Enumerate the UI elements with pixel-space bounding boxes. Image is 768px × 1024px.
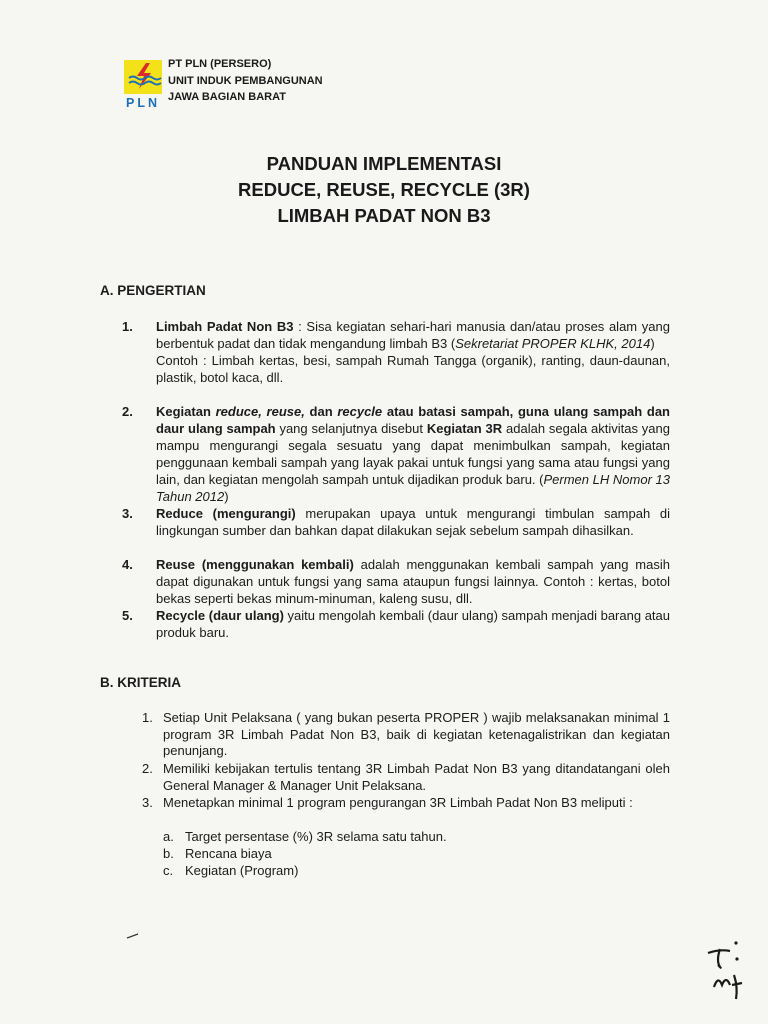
item-term: Reduce (mengurangi) — [156, 506, 296, 521]
item-term: Limbah Padat Non B3 — [156, 319, 294, 334]
item-body: Menetapkan minimal 1 program pengurangan 3R Limbah Padat Non B3 meliputi : — [163, 795, 633, 810]
item-body: Limbah Padat Non B3 : Sisa kegiatan sehari-hari manusia dan/atau proses alam yang berbentuk padat dan tidak mengandung limbah B3 (Sekretariat PROPER KLHK, 2014) Contoh : Limbah kertas, besi, sampah Rumah Tangga (organik), ranting, daun-daunan, plastik, botol kaca, dll. — [156, 319, 670, 385]
org-line-3: JAWA BAGIAN BARAT — [168, 91, 286, 103]
item-body: Reduce (mengurangi) merupakan upaya untuk mengurangi timbulan sampah di lingkungan sumber dan bahkan dapat dilakukan sejak sebelum sampah dihasilkan. — [156, 506, 671, 538]
item-body: Recycle (daur ulang) yaitu mengolah kembali (daur ulang) sampah menjadi barang atau produk baru. — [156, 608, 671, 640]
pln-logo — [122, 58, 164, 114]
logo-box — [124, 60, 162, 94]
item-number: 1. — [122, 319, 133, 334]
criteria-item-2 — [142, 761, 670, 794]
item-body: Kegiatan reduce, reuse, dan recycle atau batasi sampah, guna ulang sampah dan daur ulang sampah yang selanjutnya disebut Kegiatan 3R adalah segala aktivitas yang mampu mengurangi segala sesuatu yang dapat menimbulkan sampah, kegiatan penggunaan kembali sampah yang layak pakai untuk fungsi yang sama atau fungsi yang lain, dan kegiatan mengolah sampah untuk dijadikan produk baru. (Permen LH Nomor 13 Tahun 2012) — [156, 404, 670, 504]
criteria-item-1 — [142, 710, 670, 760]
definition-item-2 — [122, 403, 670, 505]
initials-signature-icon — [700, 935, 750, 1005]
item-citation: Sekretariat PROPER KLHK, 2014 — [455, 336, 651, 351]
item-number: 3. — [142, 795, 153, 810]
title-line-1: PANDUAN IMPLEMENTASI — [266, 153, 502, 174]
item-number: 4. — [122, 557, 133, 572]
org-line-1: PT PLN (PERSERO) — [168, 58, 272, 70]
organization-name — [168, 56, 323, 106]
item-number: 5. — [122, 608, 133, 623]
item-number: 2. — [142, 761, 153, 776]
lightning-waves-icon — [124, 60, 162, 94]
item-term: Recycle (daur ulang) — [156, 608, 284, 623]
org-line-2: UNIT INDUK PEMBANGUNAN — [168, 74, 323, 87]
logo-text: PLN — [126, 96, 160, 110]
criteria-sub-item-c: c. Kegiatan (Program) — [163, 863, 299, 878]
definition-item-1 — [122, 318, 670, 386]
document-title — [0, 151, 768, 229]
section-a-heading: A. PENGERTIAN — [100, 283, 206, 298]
criteria-item-3 — [142, 795, 670, 812]
item-number: 3. — [122, 506, 133, 521]
item-body: Reuse (menggunakan kembali) adalah menggunakan kembali sampah yang masih dapat digunakan untuk fungsi yang sama ataupun fungsi lainnya. Contoh : kertas, botol bekas seperti bekas minum-minuman, kaleng susu, dll. — [156, 557, 670, 606]
criteria-sub-item-a: a. Target persentase (%) 3R selama satu tahun. — [163, 829, 447, 844]
item-body: Setiap Unit Pelaksana ( yang bukan peserta PROPER ) wajib melaksanakan minimal 1 program 3R Limbah Padat Non B3, baik di kegiatan ketenagalistrikan dan kegiatan penunjang. — [163, 710, 670, 758]
definition-item-5 — [122, 607, 670, 641]
definition-item-3 — [122, 505, 670, 539]
item-term: Reuse (menggunakan kembali) — [156, 557, 354, 572]
item-number: 1. — [142, 710, 153, 725]
criteria-sub-item-b: b. Rencana biaya — [163, 846, 272, 861]
section-b-heading: B. KRITERIA — [100, 675, 181, 690]
definition-item-4 — [122, 556, 670, 607]
title-line-2: REDUCE, REUSE, RECYCLE (3R) — [238, 179, 530, 200]
stray-pen-mark — [126, 932, 140, 940]
item-body: Memiliki kebijakan tertulis tentang 3R Limbah Padat Non B3 yang ditandatangani oleh General Manager & Manager Unit Pelaksana. — [163, 761, 670, 793]
item-example: Contoh : Limbah kertas, besi, sampah Rumah Tangga (organik), ranting, daun-daunan, plastik, botol kaca, dll. — [156, 353, 670, 385]
title-line-3: LIMBAH PADAT NON B3 — [277, 205, 491, 226]
item-citation: Permen LH Nomor 13 Tahun 2012 — [156, 472, 670, 504]
item-number: 2. — [122, 404, 133, 419]
